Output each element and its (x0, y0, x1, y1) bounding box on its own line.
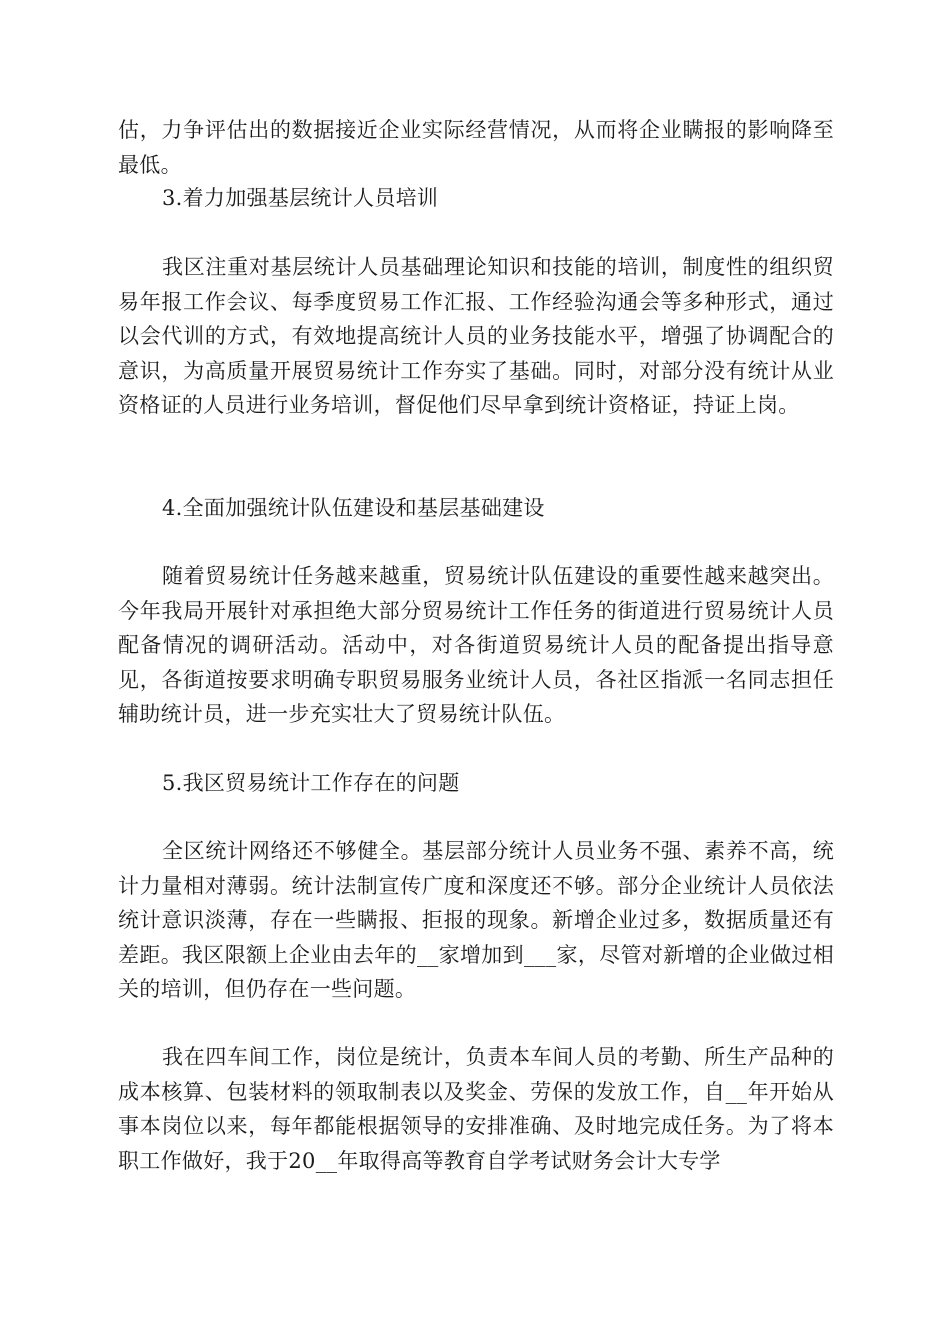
continuation-paragraph: 估，力争评估出的数据接近企业实际经营情况，从而将企业瞒报的影响降至最低。 (118, 118, 834, 177)
section-paragraph-5: 全区统计网络还不够健全。基层部分统计人员业务不强、素养不高，统计力量相对薄弱。统计法制宣传广度和深度还不够。部分企业统计人员依法统计意识淡薄，存在一些瞒报、拒报的现象。新增企业过多，数据质量还有差距。我区限额上企业由去年的__家增加到___家，尽管对新增的企业做过相关的培训，但仍存在一些问题。 (118, 839, 834, 1001)
section-heading-5: 5.我区贸易统计工作存在的问题 (162, 771, 460, 795)
section-heading-4: 4.全面加强统计队伍建设和基层基础建设 (162, 496, 545, 520)
section-paragraph-4: 随着贸易统计任务越来越重，贸易统计队伍建设的重要性越来越突出。今年我局开展针对承担绝大部分贸易统计工作任务的街道进行贸易统计人员配备情况的调研活动。活动中，对各街道贸易统计人员的配备提出指导意见，各街道按要求明确专职贸易服务业统计人员，各社区指派一名同志担任辅助统计员，进一步充实壮大了贸易统计队伍。 (118, 564, 834, 726)
closing-paragraph: 我在四车间工作，岗位是统计，负责本车间人员的考勤、所生产品种的成本核算、包装材料的领取制表以及奖金、劳保的发放工作，自__年开始从事本岗位以来，每年都能根据领导的安排准确、及时地完成任务。为了将本职工作做好，我于20__年取得高等教育自学考试财务会计大专学 (118, 1045, 834, 1173)
section-heading-3: 3.着力加强基层统计人员培训 (162, 186, 439, 210)
section-paragraph-3: 我区注重对基层统计人员基础理论知识和技能的培训，制度性的组织贸易年报工作会议、每季度贸易工作汇报、工作经验沟通会等多种形式，通过以会代训的方式，有效地提高统计人员的业务技能水平，增强了协调配合的意识，为高质量开展贸易统计工作夯实了基础。同时，对部分没有统计从业资格证的人员进行业务培训，督促他们尽早拿到统计资格证，持证上岗。 (118, 255, 834, 417)
